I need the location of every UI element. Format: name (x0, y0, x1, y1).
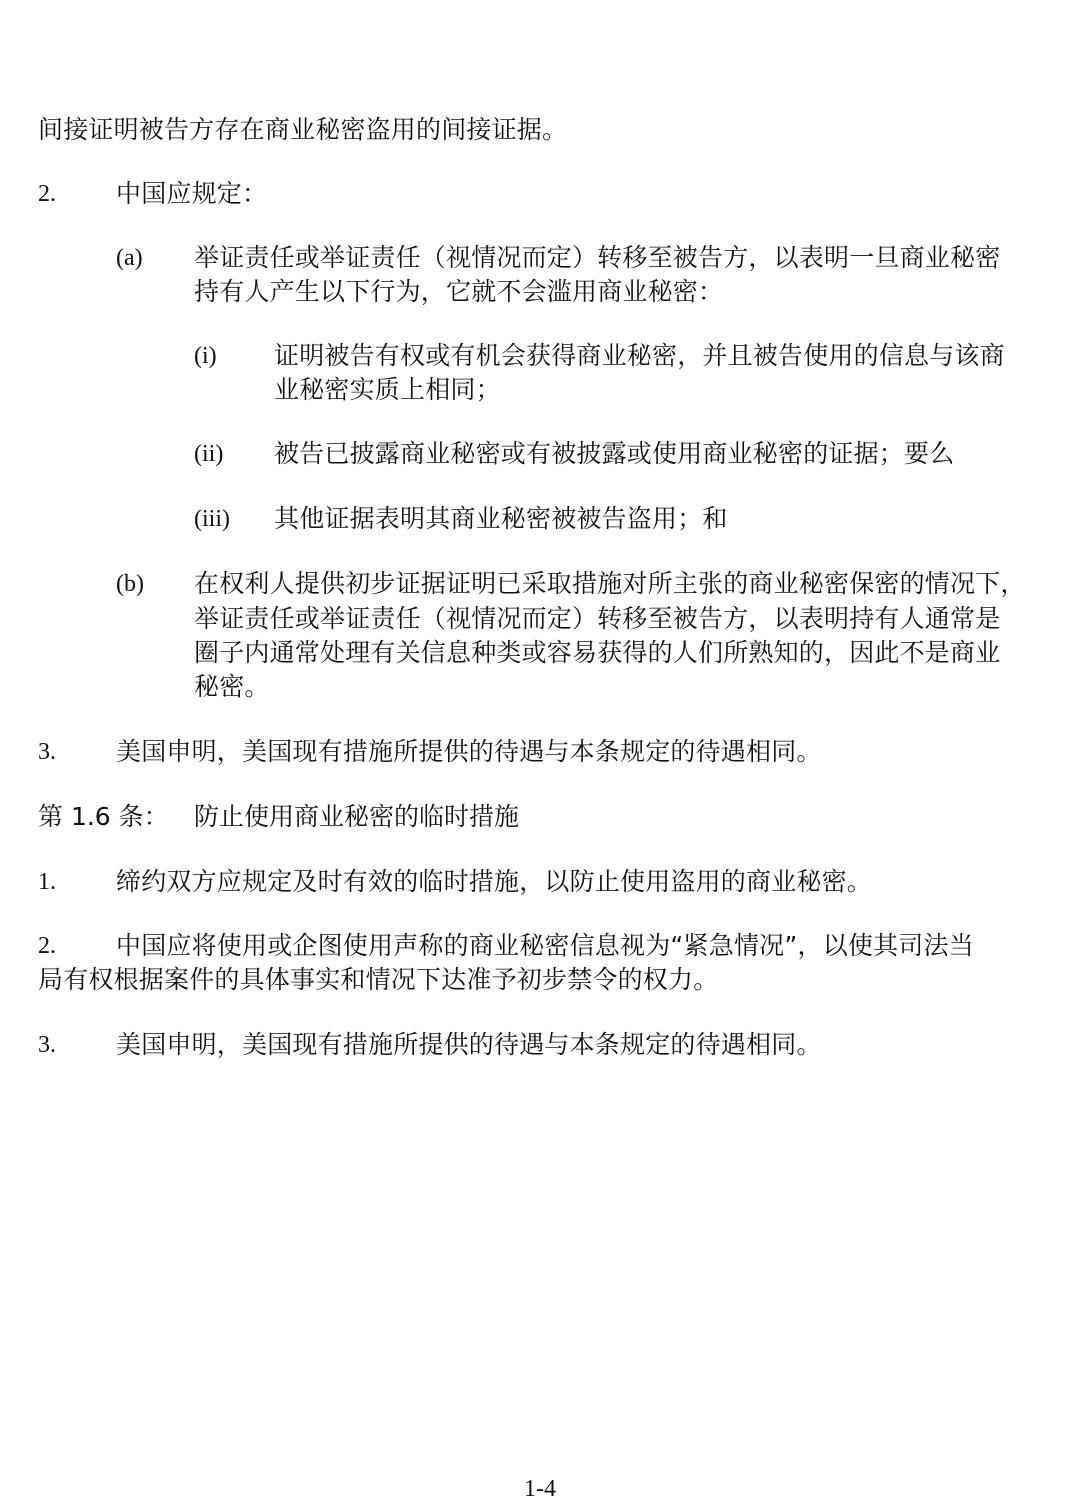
subparagraph-label: (a) (116, 245, 143, 271)
paragraph-line: 业秘密实质上相同； (274, 375, 501, 404)
paragraph-line: 中国应将使用或企图使用声称的商业秘密信息视为“紧急情况”，以使其司法当 (116, 931, 974, 960)
page-number: 1-4 (524, 1476, 556, 1502)
paragraph-line: 圈子内通常处理有关信息种类或容易获得的人们所熟知的，因此不是商业 (194, 638, 1001, 667)
paragraph-number: 3. (38, 1032, 56, 1058)
section-label: 第 1.6 条： (38, 802, 169, 831)
paragraph-number: 2. (38, 181, 56, 207)
paragraph-line: 在权利人提供初步证据证明已采取措施对所主张的商业秘密保密的情况下， (194, 569, 1026, 598)
paragraph-line: 中国应规定： (116, 179, 268, 208)
paragraph-line: 局有权根据案件的具体事实和情况下达准予初步禁令的权力。 (38, 965, 719, 994)
paragraph-line: 举证责任或举证责任（视情况而定）转移至被告方，以表明持有人通常是 (194, 604, 1001, 633)
item-label: (i) (194, 343, 217, 369)
section-title: 防止使用商业秘密的临时措施 (194, 802, 520, 831)
item-label: (ii) (194, 441, 224, 467)
paragraph-line: 证明被告有权或有机会获得商业秘密，并且被告使用的信息与该商 (274, 341, 1005, 370)
paragraph-line: 美国申明，美国现有措施所提供的待遇与本条规定的待遇相同。 (116, 1030, 822, 1059)
paragraph-number: 2. (38, 933, 56, 959)
paragraph-number: 3. (38, 739, 56, 765)
paragraph-line: 缔约双方应规定及时有效的临时措施，以防止使用盗用的商业秘密。 (116, 867, 873, 896)
paragraph-line: 秘密。 (194, 672, 270, 701)
subparagraph-label: (b) (116, 571, 144, 597)
paragraph-line: 被告已披露商业秘密或有被披露或使用商业秘密的证据；要么 (274, 439, 955, 468)
item-label: (iii) (194, 506, 230, 532)
paragraph-line: 美国申明，美国现有措施所提供的待遇与本条规定的待遇相同。 (116, 737, 822, 766)
paragraph-line: 举证责任或举证责任（视情况而定）转移至被告方，以表明一旦商业秘密 (194, 243, 1001, 272)
paragraph-line: 其他证据表明其商业秘密被被告盗用；和 (274, 504, 728, 533)
paragraph-number: 1. (38, 869, 56, 895)
paragraph-line: 间接证明被告方存在商业秘密盗用的间接证据。 (38, 115, 568, 144)
paragraph-line: 持有人产生以下行为，它就不会滥用商业秘密： (194, 277, 724, 306)
